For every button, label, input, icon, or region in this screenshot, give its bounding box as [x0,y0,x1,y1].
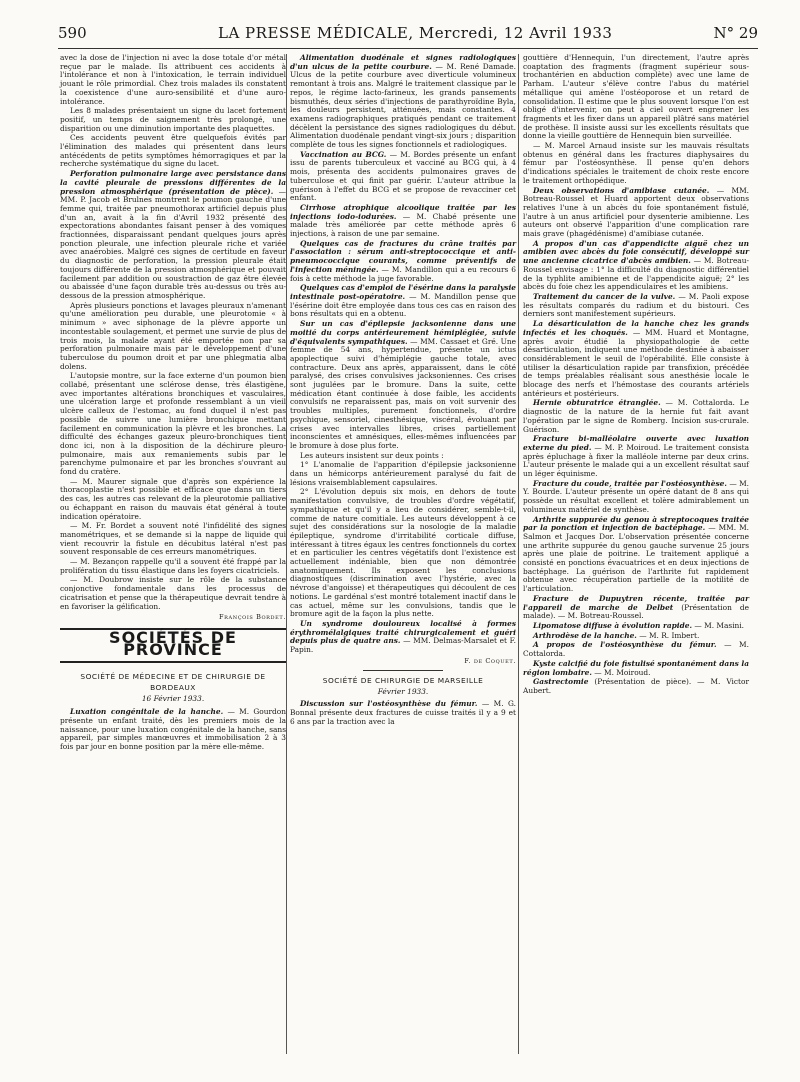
article-arthrite [523,516,749,594]
article-text: — M. Y. Bourde. L'auteur présente un opéré datant de 8 ans qui possède un résultat excellent et tolère admirablement un volumineux matériel de synthèse. [523,478,749,514]
article-title: Lipomatose diffuse à évolution rapide. [533,621,693,630]
paragraph: — M. Maurer signale que d'après son expérience la thoracoplastie n'est possible et efficace que dans un tiers des cas, les autres cas relevant de la pleurotomie palliative ou échappant en raison du mauvais état général à toute indication opératoire. [60,476,286,521]
article-text: — M. Gourdon présente un enfant traité, dès les premiers mois de la naissance, pour une luxation congénitale de la hanche, sans appareil, par simples manœuvres et immobilisation 2 à 3 fois par jour en bonne position par la mère elle-même. [60,707,286,751]
article-appendicite [523,240,749,292]
column-divider [518,54,519,1054]
article-title: A propos de l'ostéosynthèse du fémur. [533,640,717,650]
article-dupuytren [523,595,749,621]
article-text: — M. Mandillon pense que l'ésérine doit être employée dans tous ces cas en raison des bons résultats qui en a obtenu. [290,291,516,319]
article-title: Perforation pulmonaire large avec persistance dans la cavité pleurale de pressions différentes de la pression atmosphérique (présentation de pièce). [60,169,286,196]
article-cirrhose [290,204,516,239]
article-kyste [523,660,749,677]
article-text: — MM. Botreau-Roussel et Huard apportent deux observations relatives l'une à un abcès du foie spontanément fistulé, l'autre à un anus artificiel pour dysenterie amibienne. Les auteurs ont observé l'apparition d'une complication rare mais grave (phagédénisme) d'amibiase cutanée. [523,185,749,239]
paragraph: Les 8 malades présentaient un signe du lacet fortement positif, un temps de saignement très prolongé, une disparition ou une diminution importante des plaquettes. [60,106,286,133]
article-amibiase [523,187,749,239]
article-gastrectomie [523,678,749,695]
article-title: Gastrectomie [533,677,589,687]
issue-number: N° 29 [713,24,758,42]
article-title: Deux observations d'amibiase cutanée. [533,185,710,195]
article-title: Fracture du coude, traitée par l'ostéosynthèse. [533,478,727,488]
article-title: Quelques cas d'emploi de l'ésérine dans la paralysie intestinale post-opératoire. [290,283,516,301]
article-osteosynthese-femur [523,641,749,658]
article-text: — M. Masini. [694,621,745,630]
article-desarticulation [523,320,749,398]
article-title: Fracture de Dupuytren récente, traitée par l'appareil de marche de Delbet [523,593,749,612]
paragraph: — M. Doubrow insiste sur le rôle de la substance conjonctive fondamentale dans les processus de cicatrisation et pense que la thérapeutique devrait tendre à en favoriser la gélification. [60,575,286,611]
article-title: A propos d'un cas d'appendicite aiguë chez un amibien avec abcès du foie consécutif, développé sur une ancienne cicatrice d'abcès amibien. [523,238,749,266]
article-title: Un syndrome douloureux localisé à formes érythromélalgiques traité chirurgicalement et guéri depuis plus de quatre ans. [290,619,516,646]
section-header [60,628,286,663]
article-title: Luxation congénitale de la hanche. [70,707,224,717]
article-title: Hernie obturatrice étranglée. [533,398,661,408]
article-title: Arthrodèse de la hanche. [533,630,637,640]
column-middle [290,54,516,727]
article-text: — MM. Delmas-Marsalet et F. Papin. [290,636,516,655]
article-perforation [60,170,286,301]
article-text: — M. Botreau-Roussel envisage : 1° la difficulté du diagnostic différentiel de la typhlite amibienne et de l'appendicite aiguë; 2° les abcès du foie chez les appendiculaires et les amibiens. [523,256,749,292]
article-title: Cirrhose atrophique alcoolique traitée par les injections iodo-iodurées. [290,202,516,221]
paragraph: Après plusieurs ponctions et lavages pleuraux n'amenant qu'une amélioration peu durable, une pleurotomie « à minimum » avec siphonage de la plèvre apporte un incontestable soulagement, et permet une survie de plus de trois mois, la malade ayant été emportée non par sa perforation pulmonaire mais par le développement d'une tuberculose du poumon droit et par une phlegmatia alba dolens. [60,300,286,371]
page-number: 590 [58,24,87,42]
society-name: SOCIÉTÉ DE MÉDECINE ET DE CHIRURGIE DE BORDEAUX [80,672,266,693]
article-cancer-vulve [523,293,749,319]
article-luxation [60,708,286,752]
paragraph: Les auteurs insistent sur deux points : [300,450,444,460]
column-right [523,54,749,697]
column-divider [286,54,287,1054]
author-signature: F. de Coquet. [464,656,516,665]
divider [363,670,443,671]
paragraph: L'autopsie montre, sur la face externe d'un poumon bien collabé, présentant une sclérose dense, très élastigène, avec importantes altérations bronchiques et vasculaires, une ulcération large et profonde ressemblant à un vieil ulcère calleux de l'estomac, au fond duquel il n'est pas possible de suivre une lumière bronchique mettant facilement en communication la plèvre et les bronches. La difficulté des échanges gazeux pleuro-bronchiques tient donc ici, non à la disposition de la déchirure pleuro-pulmonaire, mais aux remaniements subis par le parenchyme pulmonaire et par les bronches s'ouvrant au fond du cratère. [60,371,286,477]
paragraph: gouttière d'Hennequin, l'un directement, l'autre après coaptation des fragments (fragment supérieur sous-trochantérien en abduction complète) avec une lame de Parham. L'auteur s'élève contre l'abus du matériel métallique qui amène l'ostéoporose et un retard de consolidation. Il estime que le plus souvent lorsque l'on est obligé d'intervenir, on peut à ciel ouvert engrener les fragments et les fixer dans un appareil plâtré sans matériel de prothèse. Il insiste aussi sur les excellents résultats que donne la vieille gouttière de Hennequin bien surveillée. [523,53,749,141]
article-text: — M. Moiroud. [594,667,651,677]
paragraph: — M. Fr. Bordet a souvent noté l'infidélité des signes manométriques, et se demande si la nappe de liquide qui vient recouvrir la fistule en décubitus latéral n'est pas souvent responsable de ces erreurs manométriques. [60,521,286,557]
paragraph: Ces accidents peuvent être quelquefois évités par l'élimination des malades qui présentent dans leurs antécédents de petits symptômes hémorragiques et par la recherche systématique du signe du lacet. [60,133,286,169]
column-left [60,54,286,753]
article-fracture-coude [523,480,749,515]
article-text: — M. Paoli expose les résultats comparés du radium et du bistouri. Ces derniers sont manifestement supérieurs. [523,291,749,319]
article-fracture-bimalleolaire [523,435,749,479]
article-text: — M. R. Imbert. [639,630,700,640]
article-text: — M. Chabé présente une malade très améliorée par cette méthode après 6 injections, à raison de une par semaine. [290,211,516,239]
article-text: — MM. Huard et Montagne, après avoir étudié la physiopathologie de cette désarticulation, indiquent une méthode destinée à abaisser considérablement le seuil de l'opérabilité. Elle consiste à utiliser la désarticulation rapide par transfixion, précédée de temps préalables réalisant sous anesthésie locale le blocage des nerfs et l'hémostase des courants artériels antérieurs et postérieurs. [523,327,749,398]
article-bcg [290,151,516,203]
article-text: — MM. P. Jacob et Brulnes montrent le poumon gauche d'une femme qui, traitée par pneumothorax artificiel depuis plus d'un an, avait à la fin d'Avril 1932 présenté des expectorations abondantes faisant penser à des vomiques fractionnées, disparaissant pendant quelques jours après ponction pleurale, une infection pleurale riche et variée avec anaérobies. Malgré ces signes de certitude en faveur du diagnostic de perforation, la pression pleurale était toujours différente de la pression atmosphérique et pouvait facilement par addition ou soustraction de gaz être élevée ou abaissée d'une façon durable très au-dessus ou très au-dessous de la pression atmosphérique. [60,186,286,300]
article-title: Quelques cas de fractures du crâne traités par l'association : sérum anti-streptococcique et anti-pneumococcique courants, comme préventifs de l'infection méningée. [290,238,516,274]
article-arthrodese [523,632,749,641]
article-syndrome [290,620,516,655]
article-alimentation [290,54,516,150]
article-text: — MM. M. Salmon et Jacques Dor. L'observation présentée concerne une arthrite suppurée du genou gauche survenue 25 jours après une plaie de poitrine. Le traitement appliqué a consisté en ponctions évacuatrices et en deux injections de bactéphage. La guérison de l'arthrite fut rapidement obtenue avec récupération partielle de la motilité de l'articulation. [523,523,749,594]
article-title: Arthrite suppurée du genou à streptocoques traitée par la ponction et injection de bactéphage. [523,514,749,533]
article-epilepsie [290,320,516,451]
article-text: — M. Bordes présente un enfant issu de parents tuberculeux et vacciné au BCG qui, à 4 mois, présenta des accidents pulmonaires graves de tuberculose et qui finit par guérir. L'auteur attribue la guérison à l'effet du BCG et se propose de revacciner cet enfant. [290,149,516,203]
article-text: — M. Cottalorda. [523,640,749,659]
article-hernie [523,399,749,434]
article-text: — M. René Damade. Ulcus de la petite courbure avec diverticule volumineux remontant à trois ans. Malgré le traitement classique par le repos, le régime lacto-farineux, les grands pansements bismuthés, deux séries d'injections de parathyroïdine Byla, les douleurs persistent, atténuées, mais constantes. 4 examens radiographiques pratiqués pendant ce traitement décèlent la persistance des signes radiologiques du début. Alimentation duodénale pendant vingt-six jours ; disparition complète de tous les signes fonctionnels et radiologiques. [290,61,516,150]
article-text: — M. Mandillon qui a eu recours 6 fois à cette méthode la juge favorable. [290,264,516,283]
author-signature: François Bordet. [219,613,286,622]
article-fractures-crane [290,240,516,284]
article-title: Sur un cas d'épilepsie jacksonienne dans une moitié du corps antérieurement hémiplégiée, suivie d'équivalents sympathiques. [290,319,516,346]
society-name: SOCIÉTÉ DE CHIRURGIE DE MARSEILLE [322,675,484,685]
page-header [58,24,758,46]
article-lipomatose [523,622,749,631]
session-date: Février 1933. [377,686,429,696]
article-text: — MM. Cassaet et Gré. Une femme de 54 ans, hypertendue, présente un ictus apoplectique suivi d'hémiplégie gauche totale, avec contracture. Deux ans après, apparaissent, dans le côté paralysé, des crises convulsives jacksoniennes. Ces crises sont jugulées par le bromure. Dans la suite, cette médication étant continuée à dose faible, les accidents convulsifs ne reparaissent pas, mais on voit survenir des troubles multiples, purement fonctionnels, d'ordre psychique, sensoriel, cinesthésique, viscéral, évoluant par crises avec intervalles libres, crises partiellement inconscientes et amnésiques, elles-mêmes influencées par le bromure à dose plus forte. [290,336,516,450]
article-eserine [290,284,516,319]
article-text: — M. G. Bonnal présente deux fractures de cuisse traités il y a 9 et 6 ans par la traction avec la [290,699,516,726]
article-title: Fracture bi-malléolaire ouverte avec luxation externe du pied. [523,434,749,452]
article-text: — M. P. Moiroud. Le traitement consista après épluchage à fixer la malléole interne par deux crins. L'auteur présente le malade qui a un excellent résultat sauf un léger équinisme. [523,442,749,479]
article-title: Discussion sur l'ostéosynthèse du fémur. [300,699,478,709]
article-title: Vaccination au BCG. [300,149,387,159]
article-title: Alimentation duodénale et signes radiologiques d'un ulcus de la petite courbure. [290,53,516,71]
article-title: Traitement du cancer de la vulve. [533,291,676,301]
paragraph: — M. Marcel Arnaud insiste sur les mauvais résultats obtenus en général dans les fractures diaphysaires du fémur par l'ostéosynthèse. Il pense qu'en dehors d'indications spéciales le traitement de choix reste encore le traitement orthopédique. [523,141,749,185]
paragraph: — M. Bezançon rappelle qu'il a souvent été frappé par la prolifération du tissu élastique dans les foyers cicatriciels. [60,557,286,575]
section-title: SOCIÉTÉS DE PROVINCE [109,628,237,659]
article-title: La désarticulation de la hanche chez les grands infectés et les choqués. [523,319,749,337]
paragraph: avec la dose de l'injection ni avec la dose totale d'or métal reçue par le malade. Ils attribuent ces accidents à l'intolérance et non à l'intoxication, le terrain individuel jouant le rôle primordial. Chez trois malades ils constatent la coexistence d'une auro-sensibilité et d'une auro-intolérance. [60,53,286,106]
article-text: — M. Cottalorda. Le diagnostic de la nature de la hernie fut fait avant l'opération par le signe de Romberg. Incision sus-crurale. Guérison. [523,398,749,434]
journal-title: LA PRESSE MÉDICALE, Mercredi, 12 Avril 1933 [218,24,613,42]
paragraph: 2° L'évolution depuis six mois, en dehors de toute manifestation convulsive, de troubles d'ordre végétatif, sympathique et qu'il y a lieu de considérer, semble-t-il, comme de nature comitiale. Les auteurs développent à ce sujet des considérations sur la nosologie de la maladie épileptique, syndrome d'irritabilité corticale diffuse, intéressant à titres égaux les centres fonctionnels du cortex et en particulier les centres végétatifs dont l'existence est actuellement indéniable, bien que non démontrée anatomiquement. Ils exposent les conclusions diagnostiques (discrimination avec l'hystérie, avec la névrose d'angoisse) et thérapeutiques qui découlent de ces notions. Le gardénal s'est montré totalement inactif dans le cas actuel, même sur les convulsions, tandis que le bromure agit de la façon la plus nette. [290,487,516,619]
header-rule [58,48,758,49]
article-title: Kyste calcifié du foie fistulisé spontanément dans la région lombaire. [523,658,749,677]
article-text: (Présentation de pièce). — M. Victor Aubert. [523,677,749,695]
article-text: (Présentation de malade). — M. Botreau-Roussel. [523,602,749,621]
article-discussion [290,700,516,726]
session-date: 16 Février 1933. [141,694,205,704]
paragraph: 1° L'anomalie de l'apparition d'épilepsie jacksonienne dans un hémicorps antérieurement paralysé du fait de lésions vraisemblablement capsulaires. [290,460,516,487]
